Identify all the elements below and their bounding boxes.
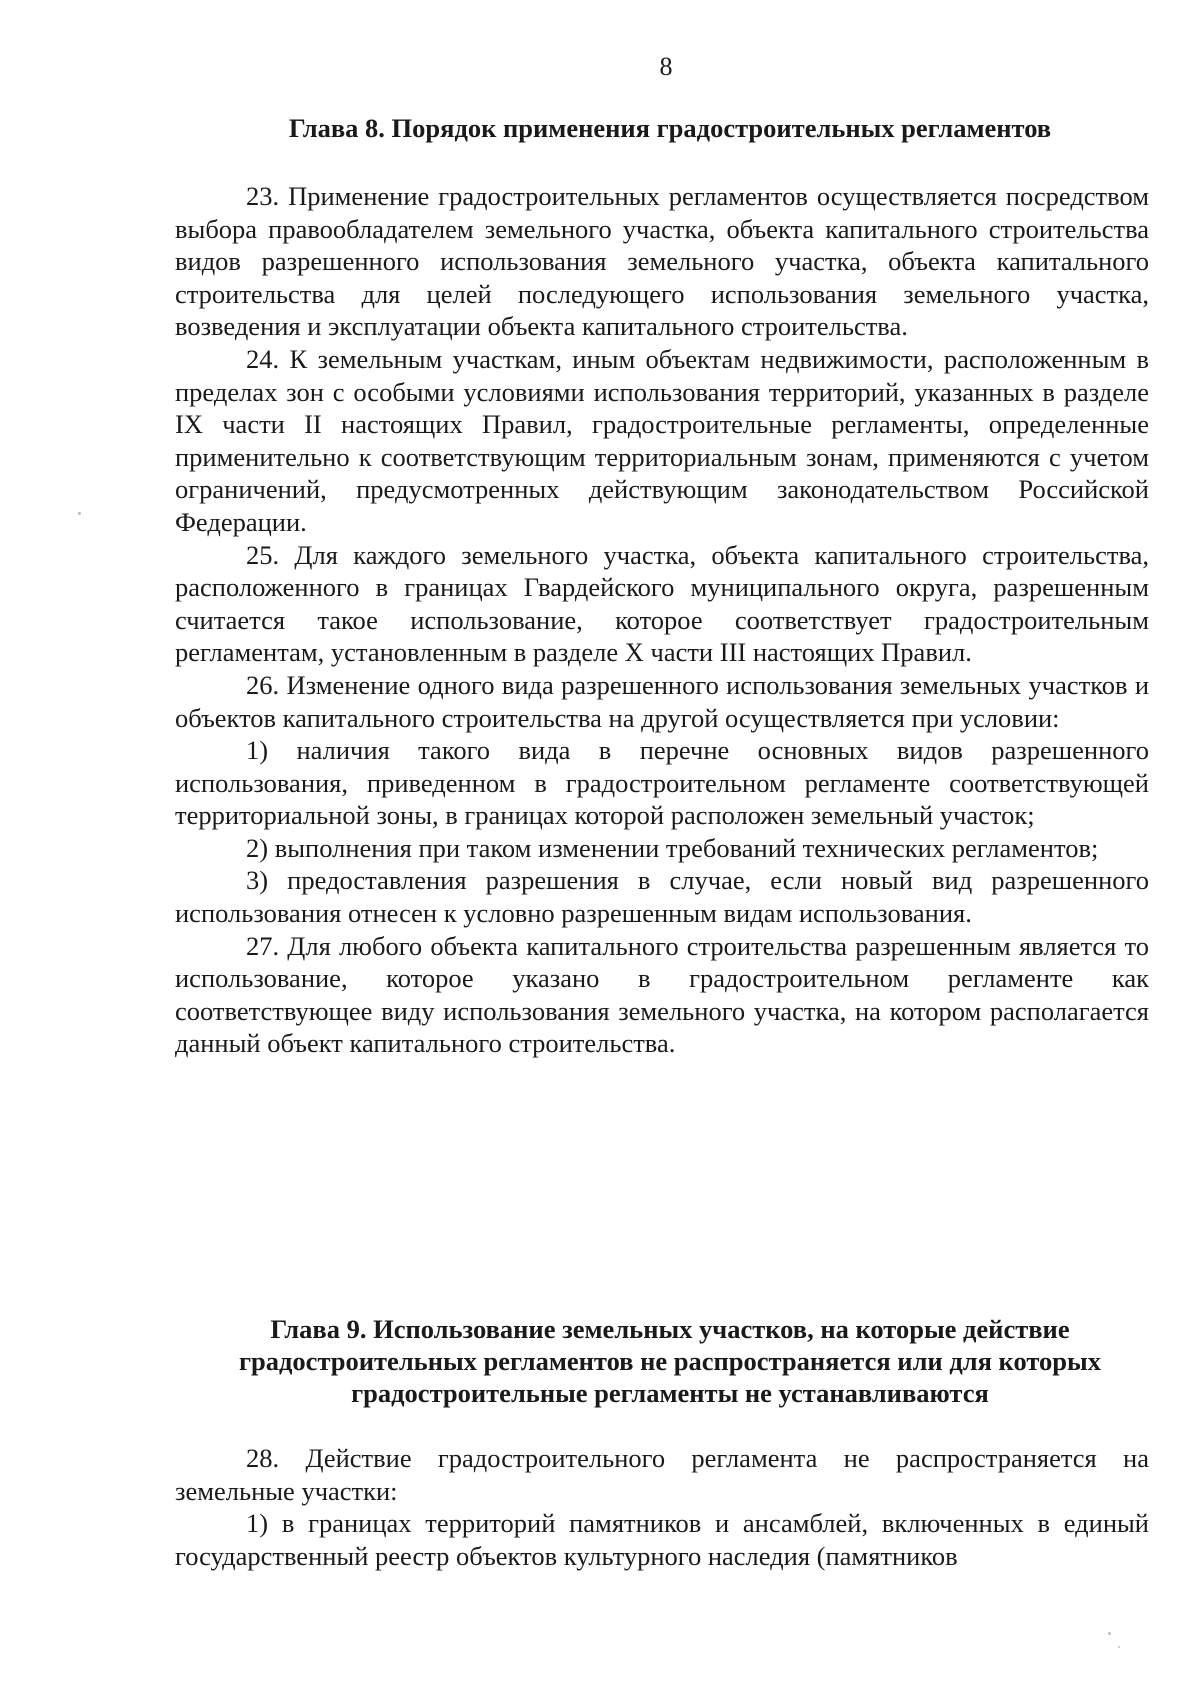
paragraph-27: 27. Для любого объекта капитального строительства разрешенным является то использование, которое указано в градостроительном регламенте как соответствующее виду использования земельного участка, на котором располагается данный объект капитального строительства. xyxy=(175,930,1149,1059)
scan-speck xyxy=(1118,1646,1120,1648)
chapter-9-title-line: градостроительных регламентов не распространяется или для которых xyxy=(239,1346,1101,1376)
chapter-9-title-line: градостроительные регламенты не устанавливаются xyxy=(351,1378,989,1408)
chapter-8-title: Глава 8. Порядок применения градостроительных регламентов xyxy=(288,113,1052,143)
paragraph-28: 28. Действие градостроительного регламента не распространяется на земельные участки: xyxy=(175,1443,1149,1506)
paragraph-25: 25. Для каждого земельного участка, объекта капитального строительства, расположенного в границах Гвардейского муниципального округа, разрешенным считается такое использование, которое соответствует градостроительным регламентам, установленным в разделе X части III настоящих Правил. xyxy=(175,539,1149,668)
paragraph-28-item-1: 1) в границах территорий памятников и ансамблей, включенных в единый государственный реестр объектов культурного наследия (памятников xyxy=(175,1508,1149,1571)
paragraph-26-item-3: 3) предоставления разрешения в случае, если новый вид разрешенного использования отнесен к условно разрешенным видам использования. xyxy=(175,865,1149,929)
chapter-9-body xyxy=(175,1442,1149,1572)
page-number: 8 xyxy=(659,52,673,81)
chapter-8-body xyxy=(175,180,1149,1060)
paragraph-26: 26. Изменение одного вида разрешенного использования земельных участков и объектов капитального строительства на другой осуществляется при условии: xyxy=(175,669,1149,733)
scan-speck xyxy=(1108,1632,1111,1635)
scan-speck xyxy=(78,512,81,515)
paragraph-24: 24. К земельным участкам, иным объектам недвижимости, расположенным в пределах зон с особыми условиями использования территорий, указанных в разделе IX части II настоящих Правил, градостроительные регламенты, определенные применительно к соответствующим территориальным зонам, применяются с учетом ограничений, предусмотренных действующим законодательством Российской Федерации. xyxy=(175,343,1149,537)
paragraph-26-item-1: 1) наличия такого вида в перечне основных видов разрешенного использования, приведенном в градостроительном регламенте соответствующей территориальной зоны, в границах которой расположен земельный участок; xyxy=(175,735,1149,831)
chapter-9-title xyxy=(175,1313,1165,1409)
paragraph-23: 23. Применение градостроительных регламентов осуществляется посредством выбора правообладателем земельного участка, объекта капитального строительства видов разрешенного использования земельного участка, объекта капитального строительства для целей последующего использования земельного участка, возведения и эксплуатации объекта капитального строительства. xyxy=(175,181,1149,342)
paragraph-26-item-2: 2) выполнения при таком изменении требований технических регламентов; xyxy=(246,832,1099,863)
chapter-9-title-line: Глава 9. Использование земельных участков, на которые действие xyxy=(270,1314,1070,1344)
